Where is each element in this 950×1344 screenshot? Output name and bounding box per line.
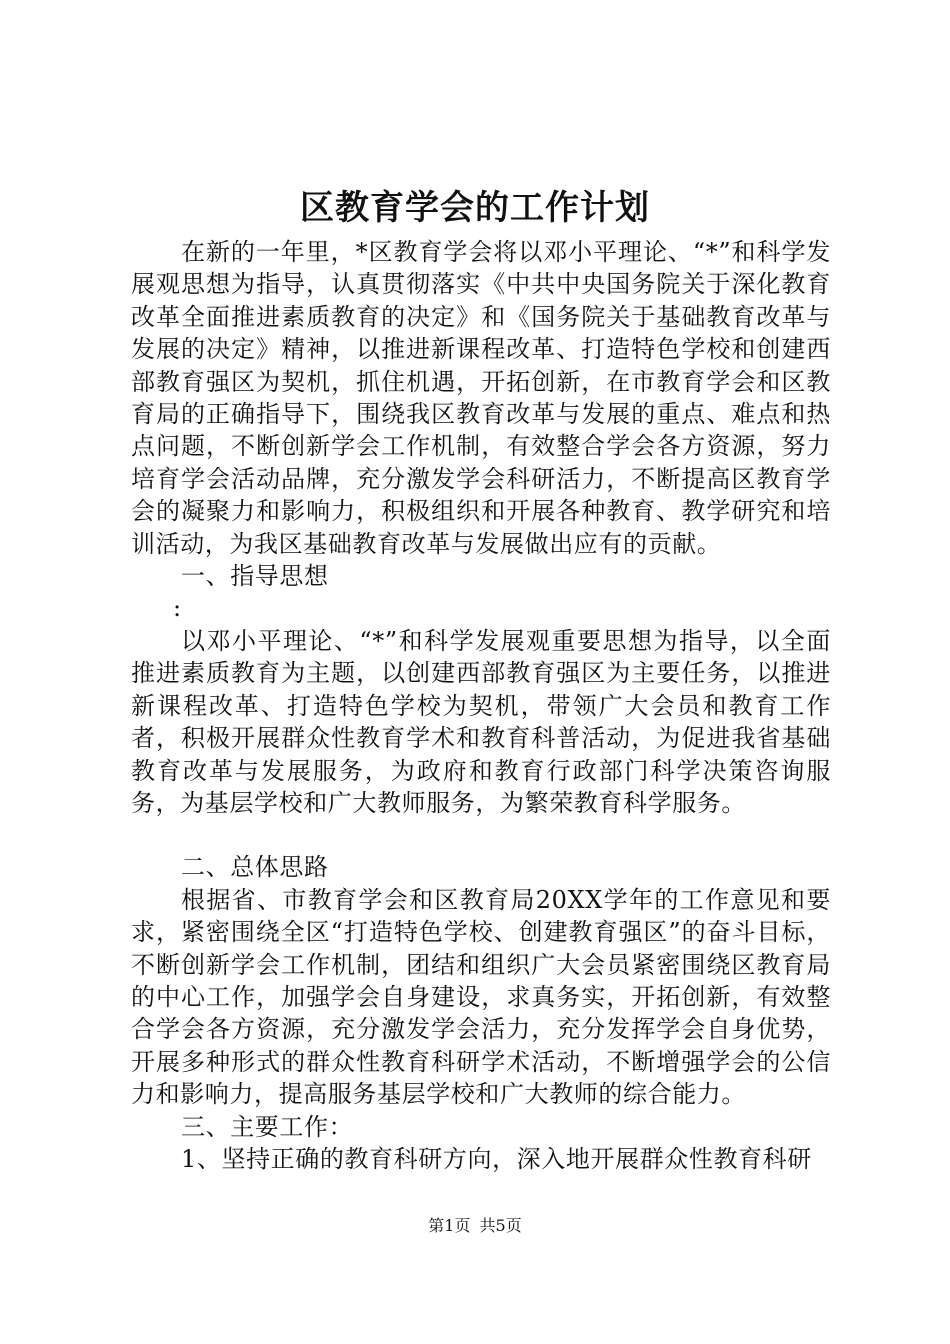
section-3-item-1: 1、坚持正确的教育科研方向，深入地开展群众性教育科研 — [181, 1144, 812, 1173]
intro-paragraph: 在新的一年里，*区教育学会将以邓小平理论、“*”和科学发展观思想为指导，认真贯彻落实《中共中央国务院关于深化教育改革全面推进素质教育的决定》和《国务院关于基础教育改革与发展的决定》精神，以推进新课程改革、打造特色学校和创建西部教育强区为契机，抓住机遇，开拓创新，在市教育学会和区教育局的正确指导下，围绕我区教育改革与发展的重点、难点和热点问题，不断创新学会工作机制，有效整合学会各方资源，努力培育学会活动品牌，充分激发学会科研活力，不断提高区教育学会的凝聚力和影响力，积极组织和开展各种教育、教学研究和培训活动，为我区基础教育改革与发展做出应有的贡献。 — [131, 238, 831, 558]
section-2-paragraph: 根据省、市教育学会和区教育局20XX学年的工作意见和要求，紧密围绕全区“打造特色学校、创建教育强区”的奋斗目标，不断创新学会工作机制，团结和组织广大会员紧密围绕区教育局的中心工作，加强学会自身建设，求真务实，开拓创新，有效整合学会各方资源，充分激发学会活力，充分发挥学会自身优势，开展多种形式的群众性教育科研学术活动，不断增强学会的公信力和影响力，提高服务基层学校和广大教师的综合能力。 — [131, 885, 831, 1109]
section-1-heading: 一、指导思想 — [181, 562, 329, 591]
page-total: 共5页 — [479, 1216, 522, 1235]
page-footer — [0, 1216, 950, 1236]
section-1-colon: : — [173, 594, 182, 623]
document-title: 区教育学会的工作计划 — [300, 188, 650, 228]
paragraph-spacer — [131, 819, 831, 851]
section-3-heading: 三、主要工作： — [181, 1112, 354, 1141]
section-2-heading: 二、总体思路 — [181, 853, 329, 882]
section-1-paragraph: 以邓小平理论、“*”和科学发展观重要思想为指导，以全面推进素质教育为主题，以创建西部教育强区为主要任务，以推进新课程改革、打造特色学校为契机，带领广大会员和教育工作者，积极开展群众性教育学术和教育科普活动，为促进我省基础教育改革与发展服务，为政府和教育行政部门科学决策咨询服务，为基层学校和广大教师服务，为繁荣教育科学服务。 — [131, 626, 831, 817]
page-number: 第1页 — [428, 1216, 471, 1235]
document-body — [131, 236, 831, 1175]
